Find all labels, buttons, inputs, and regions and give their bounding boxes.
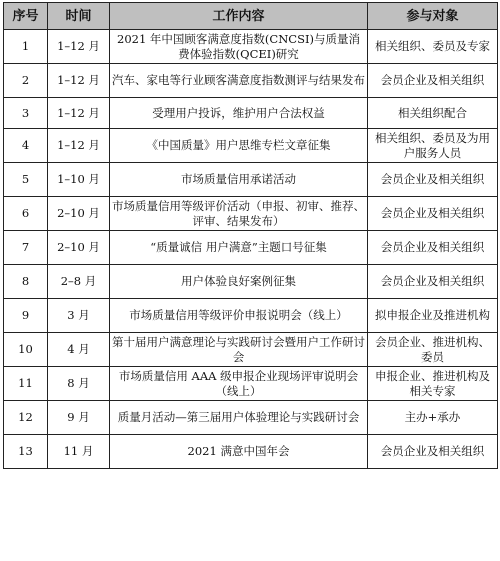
cell-participants: 会员企业及相关组织	[368, 435, 498, 469]
cell-no: 13	[4, 435, 48, 469]
cell-no: 8	[4, 265, 48, 299]
cell-time: 9 月	[48, 401, 110, 435]
cell-participants: 会员企业、推进机构、委员	[368, 333, 498, 367]
cell-content: 《中国质量》用户思维专栏文章征集	[110, 129, 368, 163]
cell-time: 1–12 月	[48, 30, 110, 64]
cell-content: 受理用户投诉，维护用户合法权益	[110, 98, 368, 129]
cell-participants: 会员企业及相关组织	[368, 197, 498, 231]
cell-no: 9	[4, 299, 48, 333]
cell-content: 市场质量信用等级评价活动（申报、初审、推荐、评审、结果发布）	[110, 197, 368, 231]
cell-no: 10	[4, 333, 48, 367]
cell-no: 5	[4, 163, 48, 197]
table-row	[4, 30, 498, 64]
cell-participants: 相关组织配合	[368, 98, 498, 129]
cell-participants: 申报企业、推进机构及相关专家	[368, 367, 498, 401]
cell-participants: 会员企业及相关组织	[368, 64, 498, 98]
cell-content: 2021 满意中国年会	[110, 435, 368, 469]
table-row	[4, 299, 498, 333]
cell-participants: 会员企业及相关组织	[368, 231, 498, 265]
cell-content: 市场质量信用等级评价申报说明会（线上）	[110, 299, 368, 333]
table-row	[4, 401, 498, 435]
header-participants: 参与对象	[368, 3, 498, 30]
table-row	[4, 64, 498, 98]
cell-no: 12	[4, 401, 48, 435]
cell-no: 3	[4, 98, 48, 129]
cell-time: 1–10 月	[48, 163, 110, 197]
cell-participants: 拟申报企业及推进机构	[368, 299, 498, 333]
cell-time: 1–12 月	[48, 98, 110, 129]
cell-no: 4	[4, 129, 48, 163]
table-row	[4, 435, 498, 469]
cell-time: 11 月	[48, 435, 110, 469]
cell-no: 2	[4, 64, 48, 98]
cell-content: 2021 年中国顾客满意度指数(CNCSI)与质量消费体验指数(QCEI)研究	[110, 30, 368, 64]
cell-content: 市场质量信用 AAA 级申报企业现场评审说明会（线上）	[110, 367, 368, 401]
cell-participants: 主办+承办	[368, 401, 498, 435]
work-plan-table	[3, 2, 498, 469]
table-row	[4, 231, 498, 265]
cell-no: 11	[4, 367, 48, 401]
table-header-row	[4, 3, 498, 30]
cell-no: 7	[4, 231, 48, 265]
cell-time: 2–10 月	[48, 197, 110, 231]
cell-participants: 会员企业及相关组织	[368, 163, 498, 197]
table-row	[4, 367, 498, 401]
cell-content: “质量诚信 用户满意”主题口号征集	[110, 231, 368, 265]
cell-participants: 相关组织、委员及专家	[368, 30, 498, 64]
cell-participants: 相关组织、委员及为用户服务人员	[368, 129, 498, 163]
cell-time: 2–10 月	[48, 231, 110, 265]
table-row	[4, 265, 498, 299]
table-row	[4, 333, 498, 367]
header-time: 时间	[48, 3, 110, 30]
table-row	[4, 163, 498, 197]
cell-time: 4 月	[48, 333, 110, 367]
cell-time: 3 月	[48, 299, 110, 333]
cell-time: 2–8 月	[48, 265, 110, 299]
header-content: 工作内容	[110, 3, 368, 30]
table-row	[4, 98, 498, 129]
table-row	[4, 197, 498, 231]
cell-participants: 会员企业及相关组织	[368, 265, 498, 299]
table-row	[4, 129, 498, 163]
cell-no: 6	[4, 197, 48, 231]
cell-no: 1	[4, 30, 48, 64]
cell-time: 1–12 月	[48, 64, 110, 98]
cell-content: 用户体验良好案例征集	[110, 265, 368, 299]
cell-content: 质量月活动—第三届用户体验理论与实践研讨会	[110, 401, 368, 435]
cell-time: 1–12 月	[48, 129, 110, 163]
cell-time: 8 月	[48, 367, 110, 401]
header-no: 序号	[4, 3, 48, 30]
cell-content: 汽车、家电等行业顾客满意度指数测评与结果发布	[110, 64, 368, 98]
cell-content: 市场质量信用承诺活动	[110, 163, 368, 197]
cell-content: 第十届用户满意理论与实践研讨会暨用户工作研讨会	[110, 333, 368, 367]
